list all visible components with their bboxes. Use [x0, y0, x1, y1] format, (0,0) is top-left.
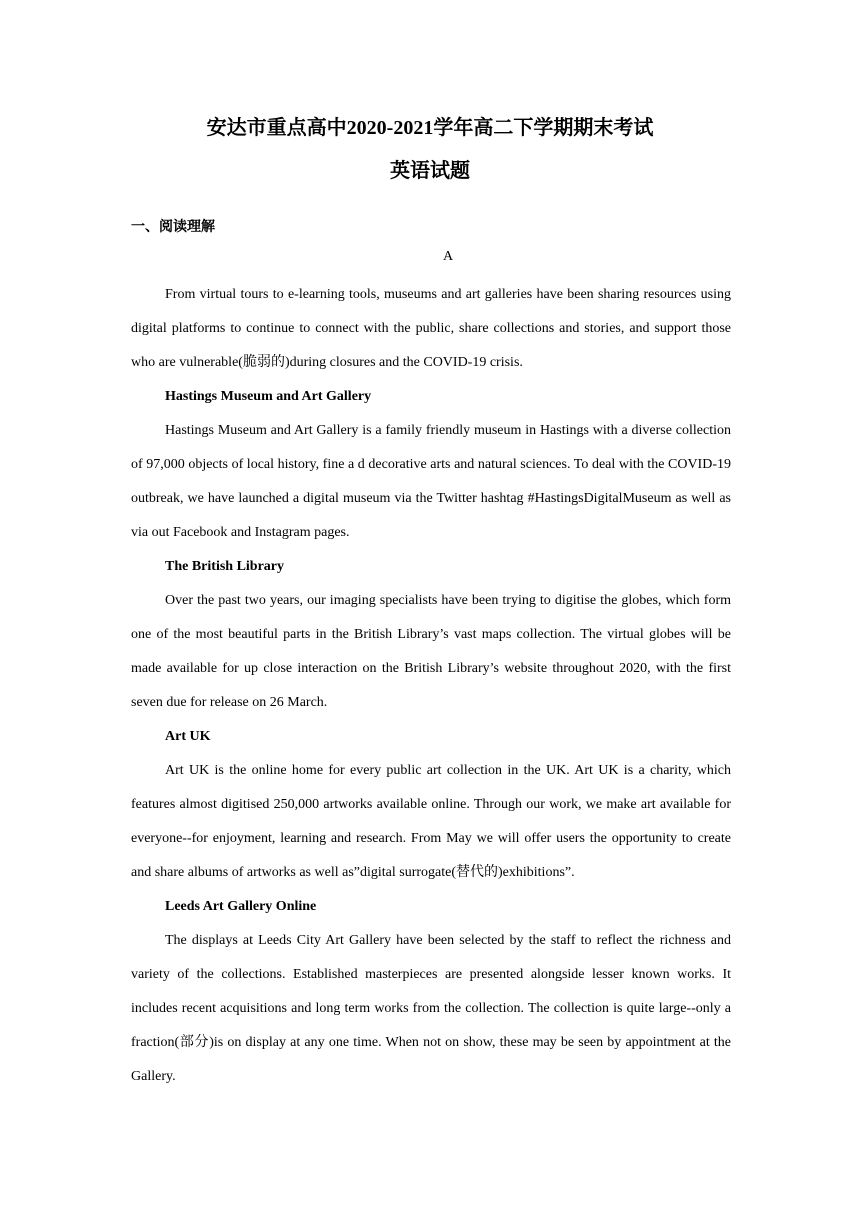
artuk-paragraph: Art UK is the online home for every public art collection in the UK. Art UK is a charity, which features almost digitised 250,000 artworks available online. Through our work, we make art available for everyone--for enjoyment, learning and research. From May we will offer users the opportunity to create and share albums of artworks as well as”digital surrogate(替代的)exhibitions”.: [131, 763, 731, 880]
leeds-paragraph: The displays at Leeds City Art Gallery have been selected by the staff to reflect the richness and variety of the collections. Established masterpieces are presented alongside lesser known works. It includes recent acquisitions and long term works from the collection. The collection is quite large--only a fraction(部分)is on display at any one time. When not on show, these may be seen by appointment at the Gallery.: [131, 933, 731, 1084]
british-library-paragraph: Over the past two years, our imaging specialists have been trying to digitise the globes, which form one of the most beautiful parts in the British Library’s vast maps collection. The virtual globes will be made available for up close interaction on the British Library’s website throughout 2020, with the first seven due for release on 26 March.: [131, 593, 731, 710]
section-heading: 一、阅读理解: [131, 220, 215, 235]
british-library-heading: The British Library: [165, 559, 285, 574]
passage-label: A: [442, 249, 454, 264]
leeds-heading: Leeds Art Gallery Online: [165, 899, 317, 914]
artuk-heading: Art UK: [165, 729, 211, 744]
exam-title: 安达市重点高中2020-2021学年高二下学期期末考试: [206, 117, 654, 139]
intro-paragraph: From virtual tours to e-learning tools, museums and art galleries have been sharing resources using digital platforms to continue to connect with the public, share collections and stories, and support those who are vulnerable(脆弱的)during closures and the COVID-19 crisis.: [131, 287, 731, 370]
hastings-heading: Hastings Museum and Art Gallery: [165, 389, 372, 404]
hastings-paragraph: Hastings Museum and Art Gallery is a family friendly museum in Hastings with a diverse collection of 97,000 objects of local history, fine a d decorative arts and natural sciences. To deal with the COVID-19 outbreak, we have launched a digital museum via the Twitter hashtag #HastingsDigitalMuseum as well as via out Facebook and Instagram pages.: [131, 423, 731, 540]
passage-body: [131, 278, 731, 1094]
exam-subtitle: 英语试题: [390, 160, 470, 182]
